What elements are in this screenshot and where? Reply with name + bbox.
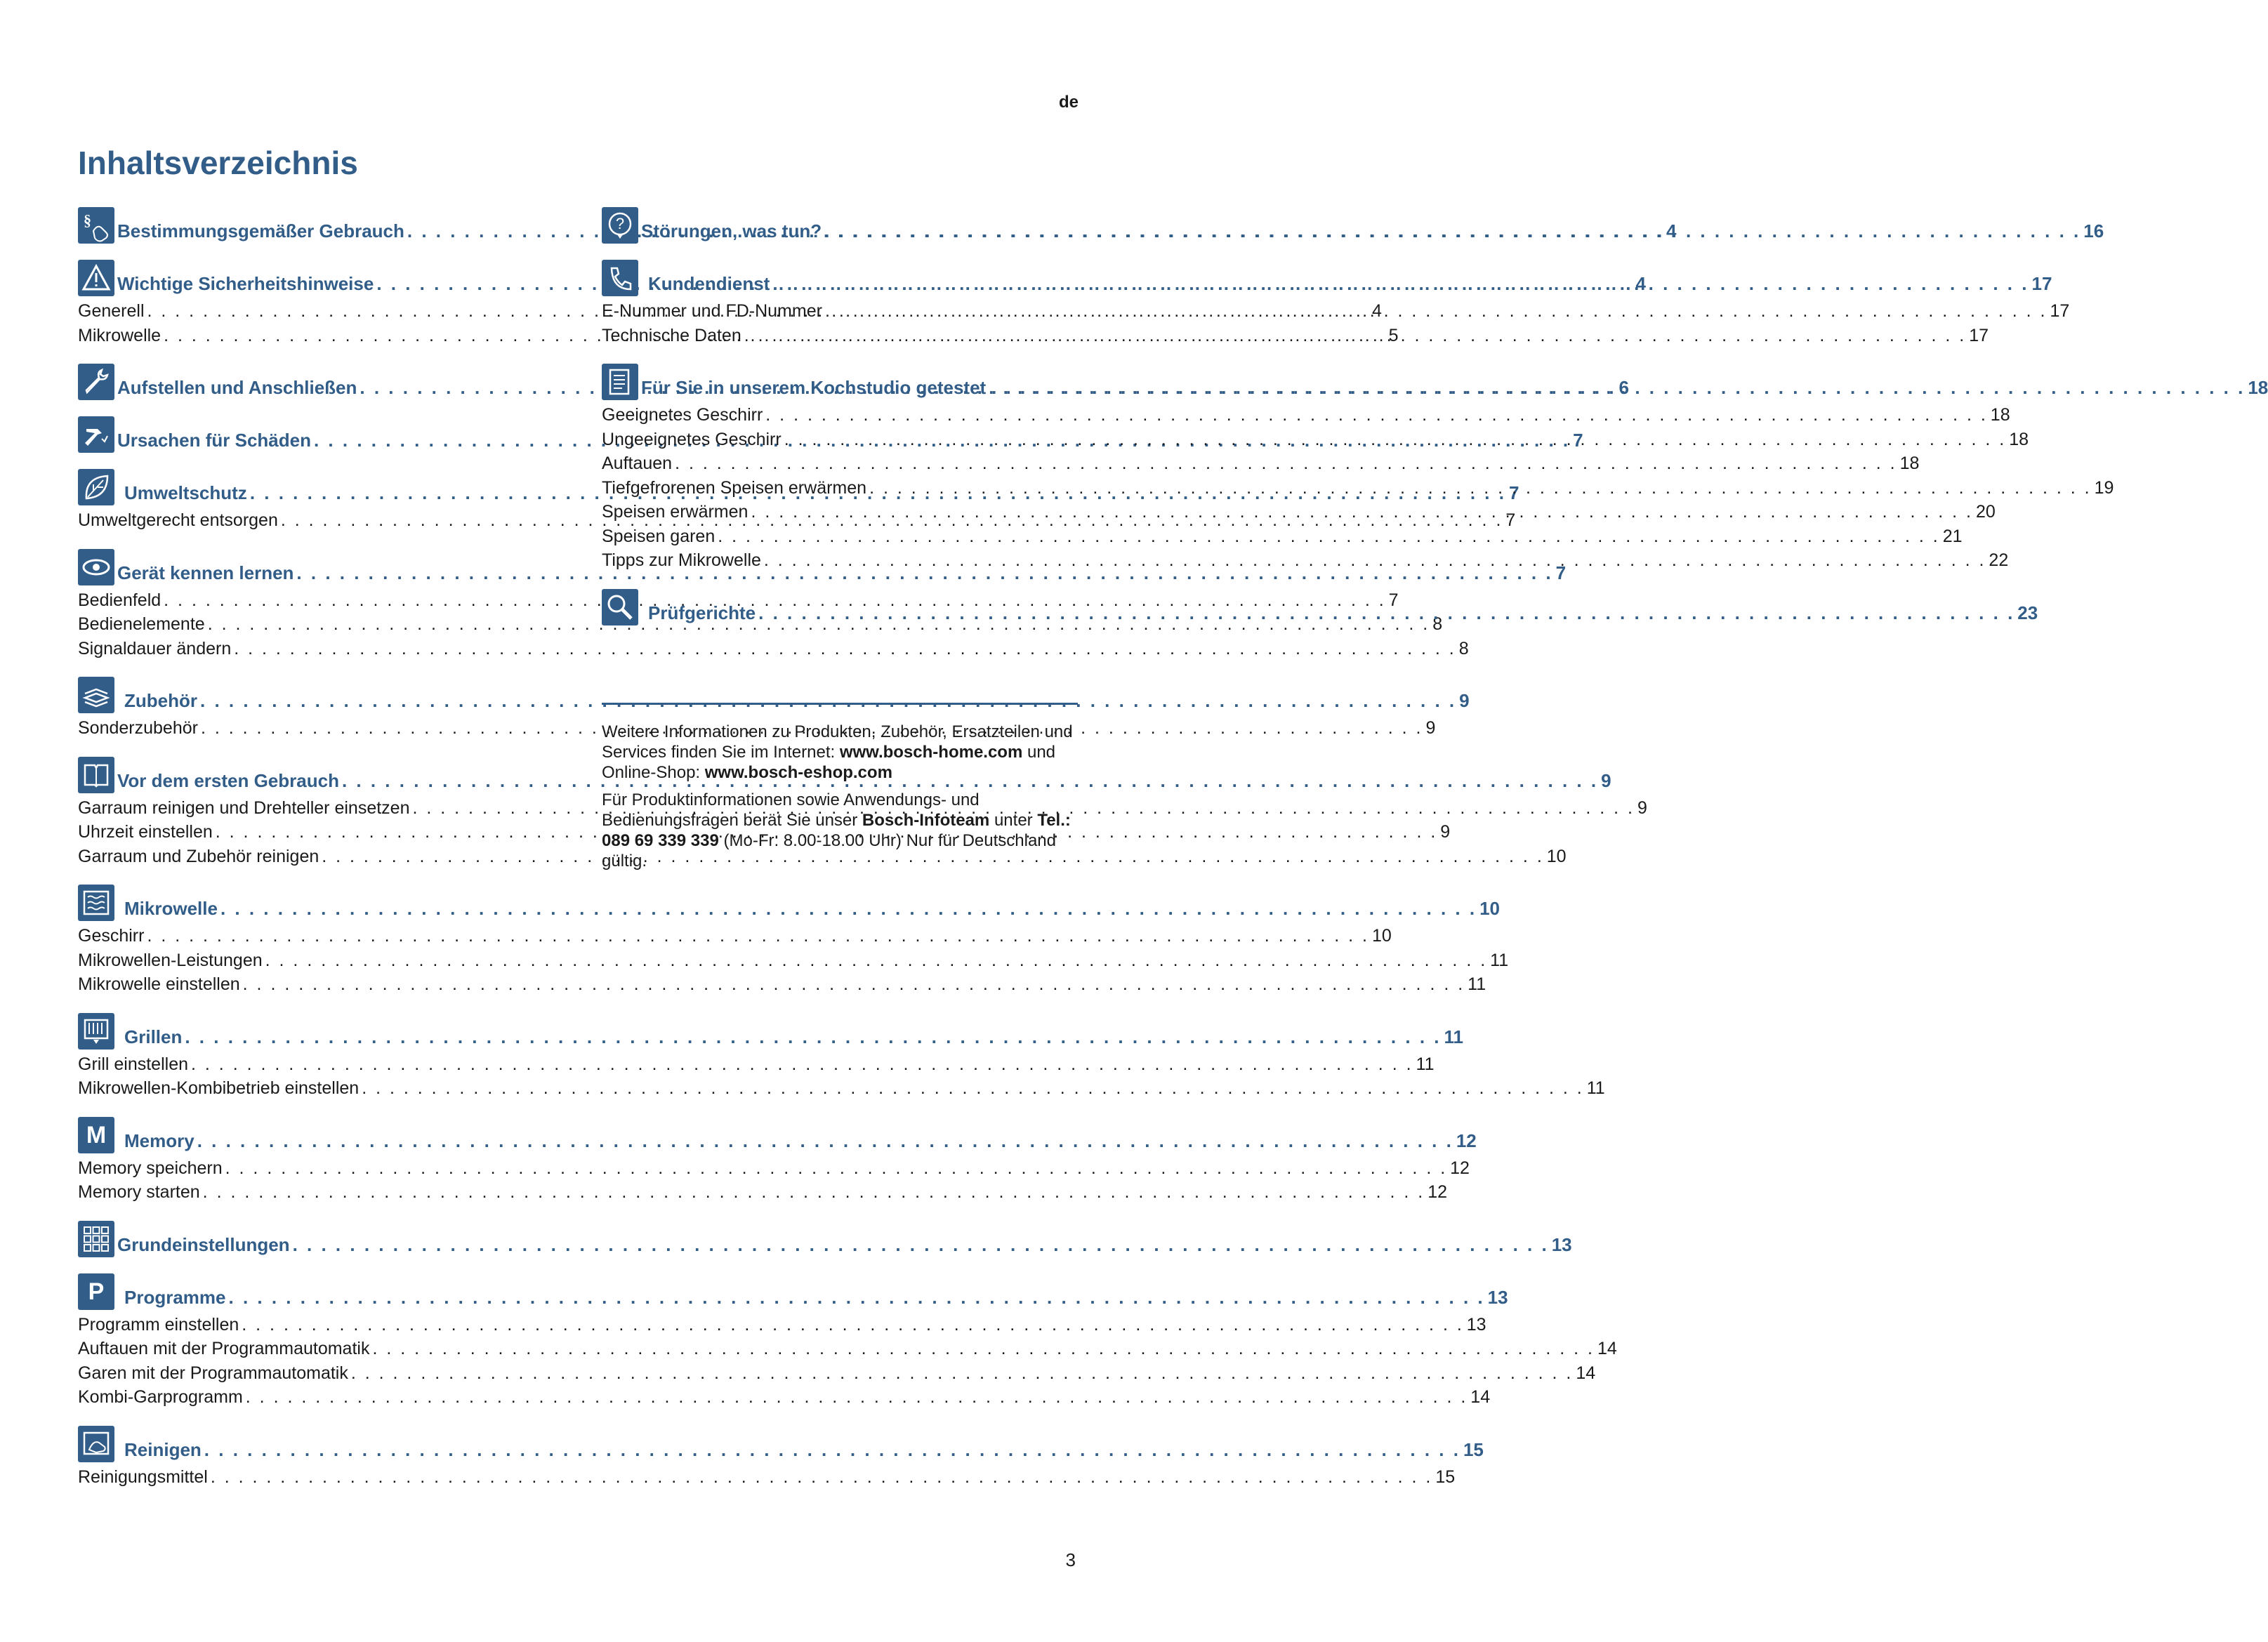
toc-section [78,1271,1617,1410]
leader-dots [265,948,1488,973]
programs-icon [78,1273,114,1310]
toc-entry-page: 10 [1546,846,1567,866]
toc-entry-title: Mikrowelle einstellen [78,974,240,994]
toc-section [78,1424,1484,1490]
toc-heading-page: 7 [1508,482,1519,503]
toc-section-heading[interactable] [78,1115,1477,1153]
toc-heading-title: Bestimmungsgemäßer Gebrauch [117,220,404,241]
toc-entry-title: Speisen erwärmen [602,502,749,522]
toc-entry-title: E-Nummer und FD-Nummer [602,301,822,321]
toc-entry-page: 7 [1388,590,1399,610]
icon-letter: M [86,1121,107,1148]
toc-section [602,587,2038,625]
toc-entry-title: Uhrzeit einstellen [78,822,213,842]
toc-heading-title: Grundeinstellungen [117,1233,290,1255]
toc-heading-title: Störungen, was tun? [641,220,822,241]
toc-heading-page: 13 [1551,1233,1572,1255]
leader-dots [191,1052,1413,1077]
toc-right-column [602,205,2268,640]
toc-entry[interactable] [78,972,1486,997]
toc-entry-title: Auftauen [602,453,673,473]
info-box [602,722,1079,878]
toc-entry[interactable] [78,845,1567,869]
toc-entry[interactable] [78,1361,1596,1386]
leader-dots [204,1439,1461,1461]
toc-entry-page: 14 [1470,1387,1491,1407]
toc-heading-title: Umweltschutz [124,482,247,503]
toc-heading-title: Für Sie in unserem Kochstudio getestet [641,377,987,398]
toc-entry-page: 14 [1597,1339,1617,1358]
toc-entry-page: 7 [1505,510,1516,530]
toc-section [602,205,2104,244]
toc-entry-page: 18 [1990,405,2010,425]
toc-entry[interactable] [78,637,1469,661]
toc-heading-page: 11 [1444,1026,1463,1047]
leader-dots [211,1465,1433,1490]
grill-icon [78,1013,114,1050]
toc-heading-page: 6 [1618,377,1630,398]
toc-entry[interactable] [602,500,1996,524]
icon-letter: P [88,1278,105,1305]
toc-heading-row [124,1287,1508,1310]
toc-entry[interactable] [78,1465,1456,1490]
leader-dots [758,602,2015,624]
toc-entry-page: 21 [1942,526,1963,546]
toc-entry-title: Umweltgerecht entsorgen [78,510,278,530]
leader-dots [351,1361,1574,1386]
toc-section [78,882,1509,997]
leader-dots [185,1026,1441,1048]
toc-heading-title: Gerät kennen lernen [117,562,294,583]
toc-heading-page: 4 [1666,220,1677,241]
toc-section-heading[interactable] [78,1011,1463,1050]
toc-entry-page: 11 [1468,974,1486,994]
cleaning-hand-icon [78,1426,114,1462]
toc-entry-title: Speisen garen [602,526,716,546]
wrench-icon [78,364,114,400]
toc-entry-title: Signaldauer ändern [78,638,232,658]
toc-heading-row [124,898,1500,921]
toc-entry-title: Mikrowelle [78,325,161,345]
toc-section [602,362,2268,573]
toc-entry-page: 22 [1989,550,2009,570]
toc-heading-page: 7 [1573,430,1583,451]
toc-entry[interactable] [78,1156,1470,1181]
toc-section-heading[interactable] [78,1219,1572,1257]
hammer-icon [78,416,114,453]
toc-heading-page: 18 [2248,377,2268,398]
toc-entry-page: 18 [1899,453,1920,473]
warning-triangle-icon [78,260,114,296]
leader-dots [200,690,1456,712]
toc-entry-title: Geschirr [78,926,145,946]
toc-entry-page: 11 [1586,1078,1605,1098]
page-number: 3 [1065,1549,1076,1570]
leader-dots [234,637,1456,661]
leader-dots [372,1337,1595,1361]
toc-entry-page: 11 [1490,950,1509,970]
toc-section-heading[interactable] [602,587,2038,625]
toc-entry[interactable] [78,924,1392,948]
toc-entry-title: Sonderzubehör [78,718,198,738]
toc-heading-row [641,377,2268,400]
toc-entry-title: Mikrowellen-Leistungen [78,950,263,970]
leader-dots [772,273,2029,295]
toc-entry-page: 12 [1450,1158,1470,1178]
toc-heading-page: 13 [1487,1286,1508,1308]
toc-entry-title: Reinigungsmittel [78,1466,208,1487]
toc-heading-title: Aufstellen und Anschließen [117,377,357,398]
toc-entry-title: Generell [78,301,145,321]
info-paragraph-web: Weitere Informationen zu Produkten, Zubehör, Ersatzteilen und Services finden Sie im Internet: www.bosch-home.com und Online-Shop: www.bosch-eshop.com [602,722,1073,782]
leader-dots [203,1180,1425,1205]
toc-entry-page: 20 [1975,502,1996,522]
toc-entry-title: Garraum und Zubehör reinigen [78,846,319,866]
leader-dots [744,324,1967,348]
memory-icon [78,1117,114,1153]
leader-dots [718,524,1940,549]
toc-entry-page: 11 [1416,1054,1435,1074]
toc-heading-page: 16 [2083,220,2104,241]
toc-section-heading[interactable] [78,882,1500,921]
toc-heading-row [641,220,2104,244]
toc-entry[interactable] [78,1337,1617,1361]
toc-section [602,258,2070,347]
hotline-number: Tel.: 089 69 339 339 [602,811,1071,850]
toc-heading-page: 9 [1459,690,1470,711]
toc-entry-page: 18 [2009,429,2029,449]
leader-dots [989,377,2245,399]
eye-icon [78,549,114,585]
toc-section-heading[interactable] [602,362,2268,400]
toc-entry[interactable] [78,1076,1605,1101]
toc-entry-page: 13 [1466,1314,1486,1335]
toc-entry[interactable] [602,451,1920,476]
toc-heading-title: Vor dem ersten Gebrauch [117,769,339,791]
toc-entry-title: Tipps zur Mikrowelle [602,550,761,570]
toc-heading-row [124,1439,1484,1462]
toc-heading-page: 17 [2031,273,2052,294]
toc-entry[interactable] [78,1052,1435,1077]
leader-dots [293,1234,1549,1256]
toc-section [78,1219,1572,1257]
toc-entry-page: 19 [2094,477,2114,498]
toc-heading-page: 23 [2017,602,2038,623]
toc-section-heading[interactable] [602,258,2052,296]
leader-dots [825,299,2048,324]
toc-heading-row [117,1234,1572,1257]
toc-heading-row [124,1130,1477,1153]
leader-dots [824,220,2081,242]
toc-entry[interactable] [602,476,2114,501]
toc-entry-title: Auftauen mit der Programmautomatik [78,1339,370,1358]
toc-entry-page: 10 [1371,926,1392,946]
toc-entry[interactable] [78,1385,1491,1410]
toc-entry[interactable] [78,716,1436,741]
toc-heading-title: Grillen [124,1026,183,1047]
leader-dots [675,451,1897,476]
leaf-icon [78,469,114,505]
toc-entry-page: 17 [1969,325,1989,345]
link-bosch-home[interactable]: www.bosch-home.com [839,743,1023,762]
book-icon [78,757,114,793]
leader-dots [229,1287,1485,1309]
toc-entry-title: Kombi-Garprogramm [78,1387,243,1407]
toc-entry[interactable] [78,1180,1447,1205]
toc-entry-title: Memory starten [78,1182,200,1202]
toc-section-heading[interactable] [78,1424,1484,1462]
toc-section-heading[interactable] [78,675,1470,713]
toc-heading-page: 4 [1635,273,1646,294]
toc-entry-page: 8 [1458,638,1469,658]
toc-heading-title: Ursachen für Schäden [117,430,311,451]
toc-section-heading[interactable] [602,205,2104,244]
toc-entry-page: 9 [1637,797,1647,818]
toc-entry-page: 9 [1425,718,1436,738]
leader-dots [765,403,1988,428]
toc-heading-title: Reinigen [124,1438,202,1460]
link-bosch-eshop[interactable]: www.bosch-eshop.com [704,763,892,782]
toc-entry-title: Bedienfeld [78,590,161,610]
toc-entry[interactable] [602,428,2029,452]
toc-entry-title: Memory speichern [78,1158,223,1178]
toc-entry[interactable] [602,403,2010,428]
document-icon [602,364,638,400]
magnifier-icon [602,589,638,625]
leader-dots [197,1130,1453,1152]
keypad-grid-icon [78,1221,114,1257]
toc-section [78,675,1470,741]
toc-entry-page: 9 [1440,822,1451,842]
toc-heading-title: Kundendienst [648,273,770,294]
toc-heading-row [124,1026,1463,1050]
toc-heading-page: 15 [1463,1438,1484,1460]
leader-dots [243,972,1465,997]
toc-section [78,1011,1605,1101]
language-label: de [1058,93,1079,112]
toc-entry-title: Mikrowellen-Kombibetrieb einstellen [78,1078,360,1098]
leader-dots [225,1156,1448,1181]
leader-dots [764,548,1986,573]
toc-entry[interactable] [602,548,2009,573]
svg-text:?: ? [615,215,625,232]
paragraph-hand-icon [78,207,114,244]
page-title: Inhaltsverzeichnis [78,145,358,181]
toc-heading-title: Wichtige Sicherheitshinweise [117,273,374,294]
leader-dots [869,476,2092,501]
toc-entry-page: 5 [1388,325,1399,345]
toc-entry-title: Tiefgefrorenen Speisen erwärmen [602,477,867,498]
toc-entry-title: Technische Daten [602,325,741,345]
toc-entry-page: 4 [1372,301,1382,321]
info-divider [602,703,1078,705]
toc-section [78,1115,1477,1205]
toc-entry-title: Garen mit der Programmautomatik [78,1363,348,1383]
info-paragraph-hotline: Für Produktinformationen sowie Anwendungs- und Bedienungsfragen berät Sie unser Bosch-Infoteam unter Tel.: 089 69 339 339 (Mo-Fr: 8.00-18.00 Uhr) Nur für Deutschland gültig. [602,790,1071,870]
toc-entry[interactable] [78,1313,1486,1337]
toc-entry-page: 8 [1432,614,1443,634]
toc-heading-title: Programme [124,1286,226,1308]
toc-entry-page: 14 [1576,1363,1596,1383]
toc-entry[interactable] [602,324,1989,348]
toc-heading-title: Zubehör [124,690,197,711]
toc-heading-title: Prüfgerichte [648,602,756,623]
toc-heading-page: 9 [1601,769,1611,791]
leader-dots [242,1313,1464,1337]
toc-entry[interactable] [78,948,1509,973]
toc-entry-title: Programm einstellen [78,1314,239,1335]
microwave-icon [78,885,114,921]
leader-dots [362,1076,1584,1101]
leader-dots [784,428,2007,452]
toc-heading-title: Mikrowelle [124,898,218,919]
toc-entry-title: Ungeeignetes Geschirr [602,429,782,449]
toc-heading-row [648,602,2038,625]
leader-dots [220,898,1477,920]
toc-heading-page: 10 [1479,898,1500,919]
toc-entry-title: Garraum reinigen und Drehteller einsetzen [78,797,410,818]
question-icon [602,207,638,244]
toc-entry-title: Bedienelemente [78,614,205,634]
accessory-trays-icon [78,677,114,713]
toc-section-heading[interactable] [78,1271,1508,1310]
toc-entry[interactable] [78,796,1647,821]
toc-heading-page: 7 [1555,562,1567,583]
toc-entry-page: 17 [2050,301,2070,321]
toc-entry-title: Geeignetes Geschirr [602,405,763,425]
toc-entry-page: 15 [1435,1466,1456,1487]
leader-dots [246,1385,1468,1410]
toc-heading-title: Memory [124,1130,195,1151]
svg-text:§: § [84,211,91,229]
toc-heading-row [648,273,2052,296]
toc-entry-page: 12 [1428,1182,1447,1202]
phone-icon [602,260,638,296]
toc-heading-page: 12 [1456,1130,1477,1151]
toc-heading-row [124,690,1470,713]
toc-entry[interactable] [602,524,1963,549]
leader-dots [751,500,1973,524]
toc-entry-title: Grill einstellen [78,1054,189,1074]
leader-dots [147,924,1369,948]
toc-entry[interactable] [602,299,2070,324]
